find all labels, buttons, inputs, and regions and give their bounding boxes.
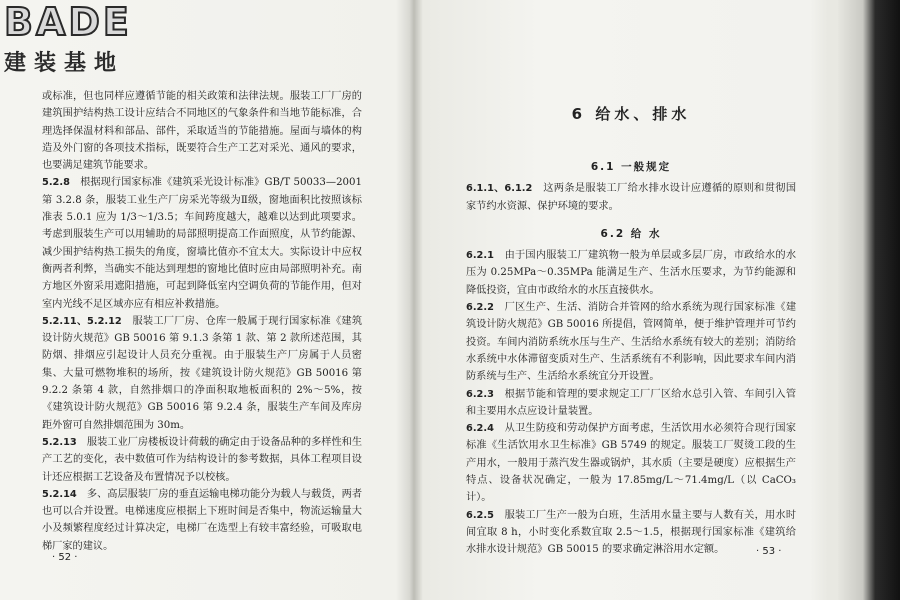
- left-page-body: [42, 88, 362, 555]
- logo-wordmark: BADE: [4, 0, 132, 44]
- paragraph-text: 这两条是服装工厂给水排水设计应遵循的原则和贯彻国家节约水资源、保护环境的要求。: [466, 183, 797, 212]
- clause-number: 6.2.2: [466, 302, 494, 314]
- paragraph-text: 根据现行国家标准《建筑采光设计标准》GB/T 50033—2001 第 3.2.8 条，服装工业生产厂房采光等级为Ⅱ级，窗地面积比按照该标准表 5.0.1 应为 1/3～1/3.5；车间跨度越大，越难以达到此项要求。考虑到服装生产可以用辅助的局部照明提高工作面照度，从节约能源、减少围护结构热工损失的角度，窗墙比值亦不宜太大。实际设计中应权衡两者利弊，当确实不能达到理想的窗地比值时应由局部照明补充。南方地区外窗采用遮阳措施，可起到降低室内空调负荷的节能作用，但对室内光线不足区域亦应有相应补救措施。: [42, 177, 362, 310]
- section-title: 6.2 给 水: [600, 227, 662, 240]
- paragraph-text: 或标准，但也同样应遵循节能的相关政策和法律法规。服装工厂厂房的建筑围护结构热工设计应结合不同地区的气象条件和当地节能标准，合理选择保温材料和部品、部件，采取适当的节能措施。屋面与墙体的构造及外门窗的各项技术指标，既要符合生产工艺对采光、通风的要求，也要满足建筑节能要求。: [42, 91, 362, 172]
- page-number-left: · 52 ·: [52, 552, 78, 563]
- paragraph: [42, 88, 362, 174]
- paragraph-text: 服装工业厂房楼板设计荷载的确定由于设备品种的多样性和生产工艺的变化，表中数值可作为结构设计的参考数据，具体工程项目设计还应根据工艺设备及布置情况予以校核。: [42, 436, 363, 483]
- right-page-body: [466, 148, 796, 559]
- paragraph: [42, 434, 362, 486]
- paragraph: [42, 486, 362, 555]
- clause-number: 6.1.1、6.1.2: [466, 183, 533, 195]
- clause-number: 5.2.13: [42, 436, 77, 448]
- clause-number: 5.2.8: [42, 177, 70, 189]
- page-number-right: · 53 ·: [756, 546, 782, 557]
- clause-number: 5.2.11、5.2.12: [42, 315, 122, 327]
- paragraph: [42, 313, 362, 434]
- book-edge-shadow: [838, 0, 900, 600]
- paragraph: [466, 180, 796, 215]
- paragraph: [466, 247, 796, 299]
- logo-subtitle: 建装基地: [4, 51, 125, 76]
- paragraph: [466, 299, 796, 385]
- paragraph: [42, 174, 362, 312]
- paragraph: [466, 386, 796, 421]
- section-title: 6.1 一般规定: [590, 161, 672, 173]
- paragraph: [466, 507, 796, 559]
- paragraph-text: 服装工厂生产一般为白班，生活用水量主要与人数有关，用水时间宜取 8 h，小时变化系数宜取 2.5～1.5，根据现行国家标准《建筑给水排水设计规范》GB 50015 的要求确定淋浴用水定额。: [466, 509, 797, 556]
- paragraph-text: 从卫生防疫和劳动保护方面考虑，生活饮用水必须符合现行国家标准《生活饮用水卫生标准》GB 5749 的规定。服装工厂熨烫工段的生产用水，一般用于蒸汽发生器或锅炉，其水质（主要是硬度）应根据生产特点、设备状况确定，一般为 17.85mg/L～71.4mg/L（以 CaCO₃ 计）。: [466, 423, 797, 504]
- paragraph-text: 根据节能和管理的要求规定工厂厂区给水总引入管、车间引入管和主要用水点应设计量装置。: [466, 388, 797, 417]
- paragraph-text: 服装工厂厂房、仓库一般属于现行国家标准《建筑设计防火规范》GB 50016 第 9.1.3 条第 1 款、第 2 款所述范围，其防烟、排烟应引起设计人员充分重视。由于服装生产厂房属于人员密集、大量可燃物堆积的场所，按《建筑设计防火规范》GB 50016 第 9.2.2 条第 4 款，自然排烟口的净面积取地板面积的 2%～5%，按《建筑设计防火规范》GB 50016 第 9.2.4 条，服装生产车间及库房距外窗可自然排烟范围为 30m。: [42, 315, 363, 431]
- clause-number: 6.2.1: [466, 250, 494, 262]
- paragraph-text: 厂区生产、生活、消防合并管网的给水系统为现行国家标准《建筑设计防火规范》GB 50016 所提倡，管网简单，便于维护管理并可节约投资。车间内消防系统水压与生产、生活给水系统有较大的差别；消防给水系统中水体滞留变质对生产、生活系统有不利影响，因此要求车间内消防系统与生产、生活给水系统宜分开设置。: [466, 302, 797, 383]
- brand-logo: [4, 2, 180, 86]
- clause-number: 6.2.5: [466, 509, 494, 521]
- clause-number: 6.2.4: [466, 423, 494, 435]
- chapter-title: 6 给水、排水: [571, 105, 691, 123]
- paragraph-text: 多、高层服装厂房的垂直运输电梯功能分为载人与载货，两者也可以合并设置。电梯速度应根据上下班时间是否集中，物流运输量大小及频繁程度经过计算决定，电梯厂在选型上有较丰富经验，可吸取电梯厂家的建议。: [42, 488, 363, 552]
- paragraph-text: 由于国内服装工厂建筑物一般为单层或多层厂房，市政给水的水压为 0.25MPa～0.35MPa 能满足生产、生活水压要求，为节约能源和降低投资，宜由市政给水的水压直接供水。: [466, 250, 797, 296]
- clause-number: 5.2.14: [42, 488, 77, 500]
- paragraph: [466, 420, 796, 506]
- clause-number: 6.2.3: [466, 388, 494, 400]
